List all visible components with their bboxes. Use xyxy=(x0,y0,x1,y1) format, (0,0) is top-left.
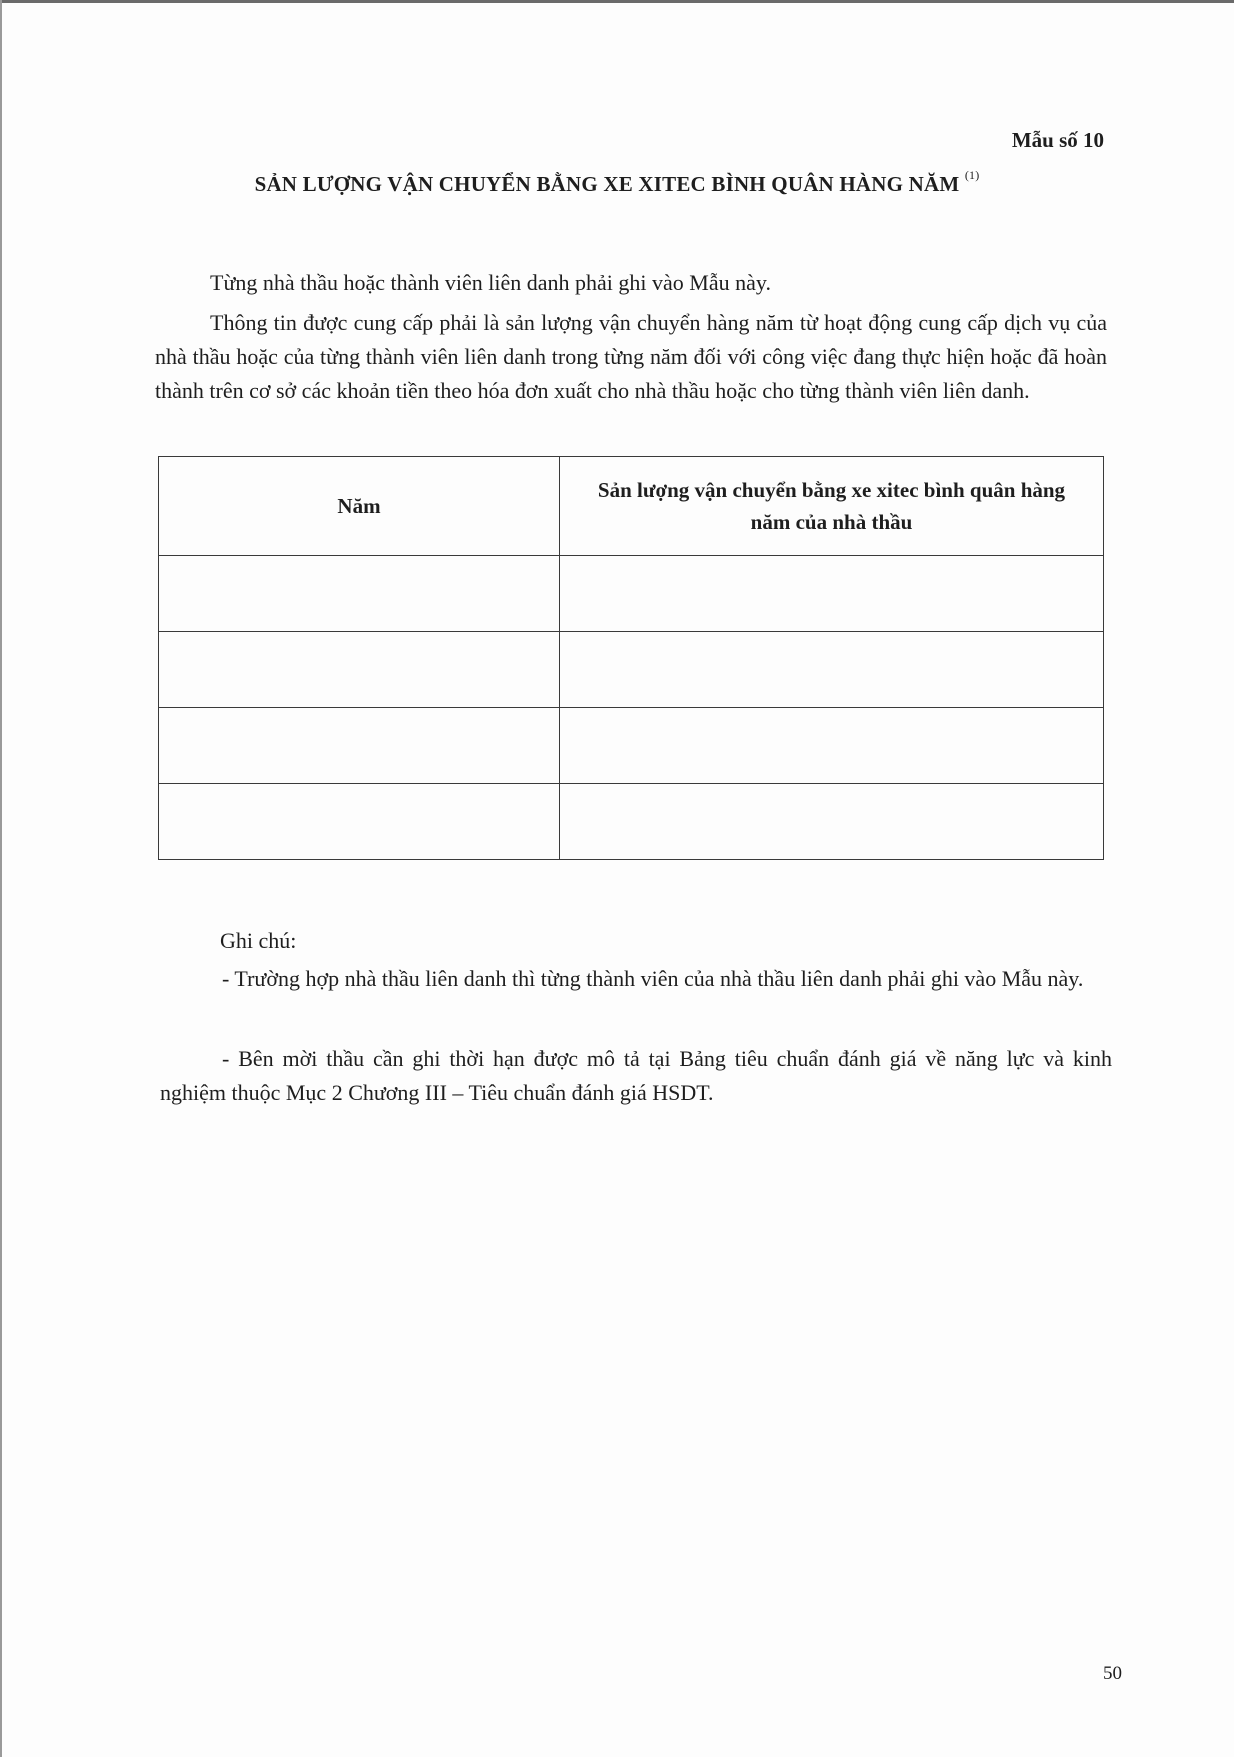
instruction-paragraph-1: Từng nhà thầu hoặc thành viên liên danh phải ghi vào Mẫu này. xyxy=(210,270,771,295)
data-table xyxy=(158,456,1104,860)
table-row xyxy=(159,556,1104,632)
form-number: Mẫu số 10 xyxy=(1011,128,1104,152)
column-header-year: Năm xyxy=(159,457,560,556)
instruction-paragraph-2: Thông tin được cung cấp phải là sản lượng vận chuyển hàng năm từ hoạt động cung cấp dịch vụ của nhà thầu hoặc của từng thành viên liên danh trong từng năm đối với công việc đang thực hiện hoặc đã hoàn thành trên cơ sở các khoản tiền theo hóa đơn xuất cho nhà thầu hoặc cho từng thành viên liên danh. xyxy=(155,310,1107,403)
table-row xyxy=(159,708,1104,784)
table-cell[interactable] xyxy=(560,556,1104,632)
table-row xyxy=(159,632,1104,708)
table-cell[interactable] xyxy=(560,784,1104,860)
page-number: 50 xyxy=(1103,1663,1122,1684)
scan-edge-top xyxy=(0,0,1234,3)
table-cell[interactable] xyxy=(159,632,560,708)
scan-edge-left xyxy=(0,0,2,1757)
table-cell[interactable] xyxy=(159,556,560,632)
note-item-1: - Trường hợp nhà thầu liên danh thì từng thành viên của nhà thầu liên danh phải ghi vào Mẫu này. xyxy=(222,966,1084,991)
table-row xyxy=(159,784,1104,860)
table-cell[interactable] xyxy=(560,708,1104,784)
table-cell[interactable] xyxy=(159,708,560,784)
notes-label: Ghi chú: xyxy=(220,928,297,953)
note-item-2: - Bên mời thầu cần ghi thời hạn được mô tả tại Bảng tiêu chuẩn đánh giá về năng lực và kinh nghiệm thuộc Mục 2 Chương III – Tiêu chuẩn đánh giá HSDT. xyxy=(160,1046,1112,1105)
table-cell[interactable] xyxy=(159,784,560,860)
title-footnote-mark: (1) xyxy=(964,168,980,182)
page-title xyxy=(0,168,1234,197)
column-header-volume: Sản lượng vận chuyển bằng xe xitec bình quân hàng năm của nhà thầu xyxy=(560,457,1104,556)
table-cell[interactable] xyxy=(560,632,1104,708)
table-header-row xyxy=(159,457,1104,556)
title-text: SẢN LƯỢNG VẬN CHUYỂN BẰNG XE XITEC BÌNH QUÂN HÀNG NĂM xyxy=(254,172,960,196)
